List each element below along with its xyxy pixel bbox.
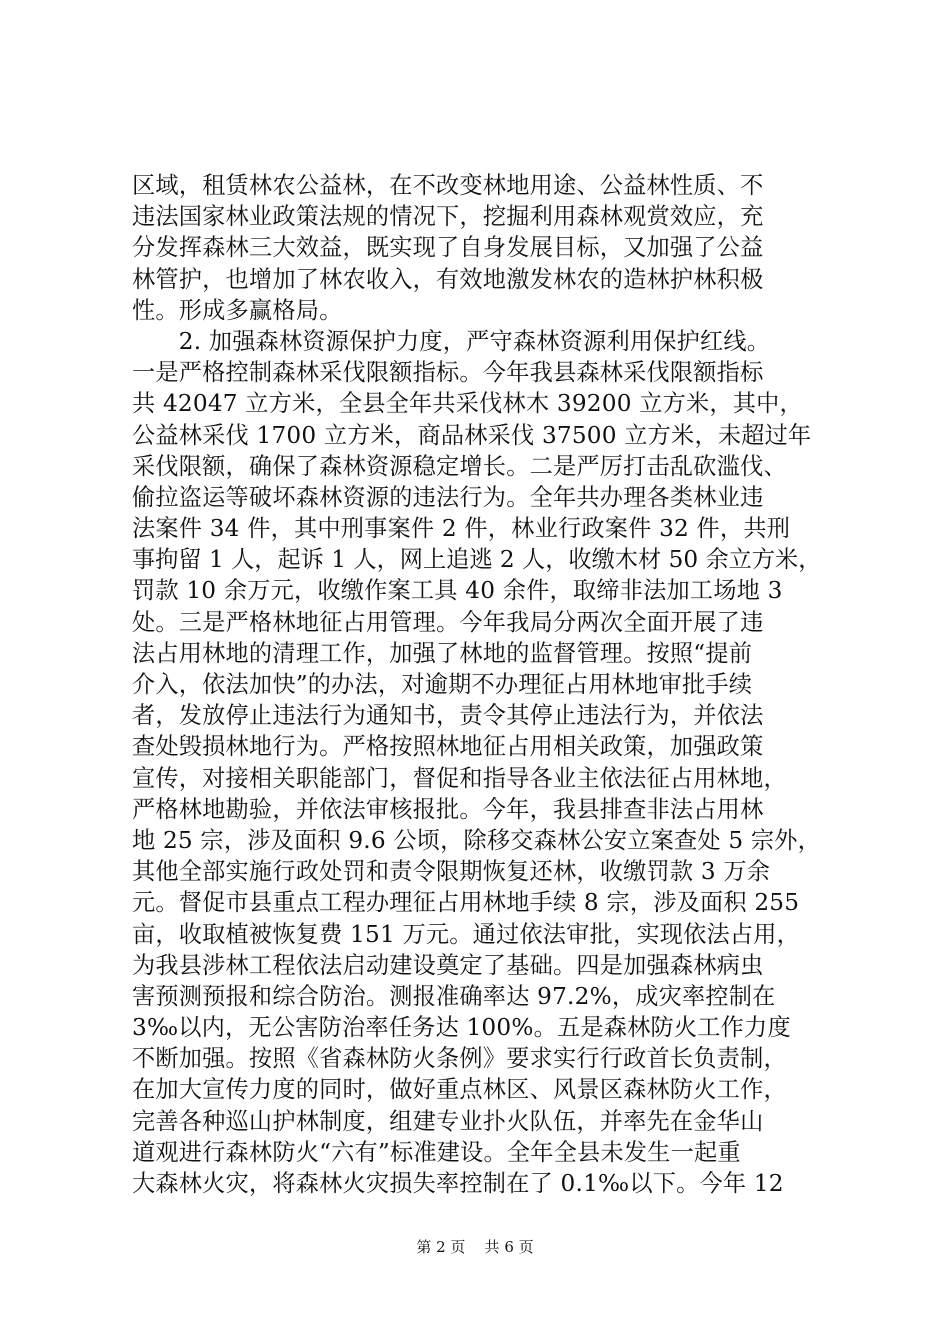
text-line: 罚款 10 余万元，收缴作案工具 40 余件，取缔非法加工场地 3 <box>132 577 783 605</box>
text-line: 介入，依法加快”的办法，对逾期不办理征占用林地审批手续 <box>132 671 753 698</box>
text-line: 事拘留 1 人，起诉 1 人，网上追逃 2 人，收缴木材 50 余立方米， <box>132 546 822 574</box>
text-line: 严格林地勘验，并依法审核报批。今年，我县排查非法占用林 <box>132 795 764 823</box>
text-line: 3‰以内，无公害防治率任务达 100%。五是森林防火工作力度 <box>132 1014 791 1042</box>
text-line: 法案件 34 件，其中刑事案件 2 件，林业行政案件 32 件，共刑 <box>132 515 791 543</box>
text-line: 在加大宣传力度的同时，做好重点林区、风景区森林防火工作， <box>132 1076 787 1104</box>
page-total: 共 6 页 <box>484 1238 534 1256</box>
page-number: 第 2 页 <box>416 1238 466 1256</box>
text-line: 完善各种巡山护林制度，组建专业扑火队伍，并率先在金华山 <box>132 1107 764 1135</box>
text-line: 2. 加强森林资源保护力度，严守森林资源利用保护红线。 <box>132 327 771 355</box>
text-line: 公益林采伐 1700 立方米，商品林采伐 37500 立方米，未超过年 <box>132 421 812 449</box>
text-line: 亩，收取植被恢复费 151 万元。通过依法审批，实现依法占用， <box>132 920 801 948</box>
text-line: 大森林火灾，将森林火灾损失率控制在了 0.1‰以下。今年 12 <box>132 1170 784 1197</box>
text-line: 不断加强。按照《省森林防火条例》要求实行行政首长负责制， <box>132 1045 787 1073</box>
page-footer <box>0 1237 950 1257</box>
text-line: 违法国家林业政策法规的情况下，挖掘利用森林观赏效应，充 <box>132 203 764 231</box>
text-line: 法占用林地的清理工作，加强了林地的监督管理。按照“提前 <box>132 639 753 667</box>
text-line: 地 25 宗，涉及面积 9.6 公顷，除移交森林公安立案查处 5 宗外， <box>132 826 822 854</box>
text-line: 区域，租赁林农公益林，在不改变林地用途、公益林性质、不 <box>132 172 764 199</box>
text-line: 其他全部实施行政处罚和责令限期恢复还林，收缴罚款 3 万余 <box>132 858 771 886</box>
text-line: 者，发放停止违法行为通知书，责令其停止违法行为，并依法 <box>132 702 764 730</box>
text-line: 分发挥森林三大效益，既实现了自身发展目标，又加强了公益 <box>132 234 764 262</box>
text-line: 宣传，对接相关职能部门，督促和指导各业主依法征占用林地， <box>132 764 787 792</box>
text-line: 偷拉盗运等破坏森林资源的违法行为。全年共办理各类林业违 <box>132 483 764 511</box>
text-line: 道观进行森林防火“六有”标准建设。全年全县未发生一起重 <box>132 1138 741 1166</box>
text-line: 林管护，也增加了林农收入，有效地激发林农的造林护林积极 <box>132 265 764 293</box>
text-line: 性。形成多赢格局。 <box>132 296 343 324</box>
body-text <box>132 170 822 1199</box>
text-line: 害预测预报和综合防治。测报准确率达 97.2%，成灾率控制在 <box>132 982 776 1010</box>
text-line: 采伐限额，确保了森林资源稳定增长。二是严厉打击乱砍滥伐、 <box>132 452 787 480</box>
text-line: 元。督促市县重点工程办理征占用林地手续 8 宗，涉及面积 255 <box>132 889 800 917</box>
text-line: 处。三是严格林地征占用管理。今年我局分两次全面开展了违 <box>132 608 764 636</box>
text-line: 一是严格控制森林采伐限额指标。今年我县森林采伐限额指标 <box>132 359 764 387</box>
text-line: 共 42047 立方米，全县全年共采伐林木 39200 立方米，其中， <box>132 390 803 418</box>
text-line: 为我县涉林工程依法启动建设奠定了基础。四是加强森林病虫 <box>132 951 764 979</box>
text-line: 查处毁损林地行为。严格按照林地征占用相关政策，加强政策 <box>132 733 764 761</box>
